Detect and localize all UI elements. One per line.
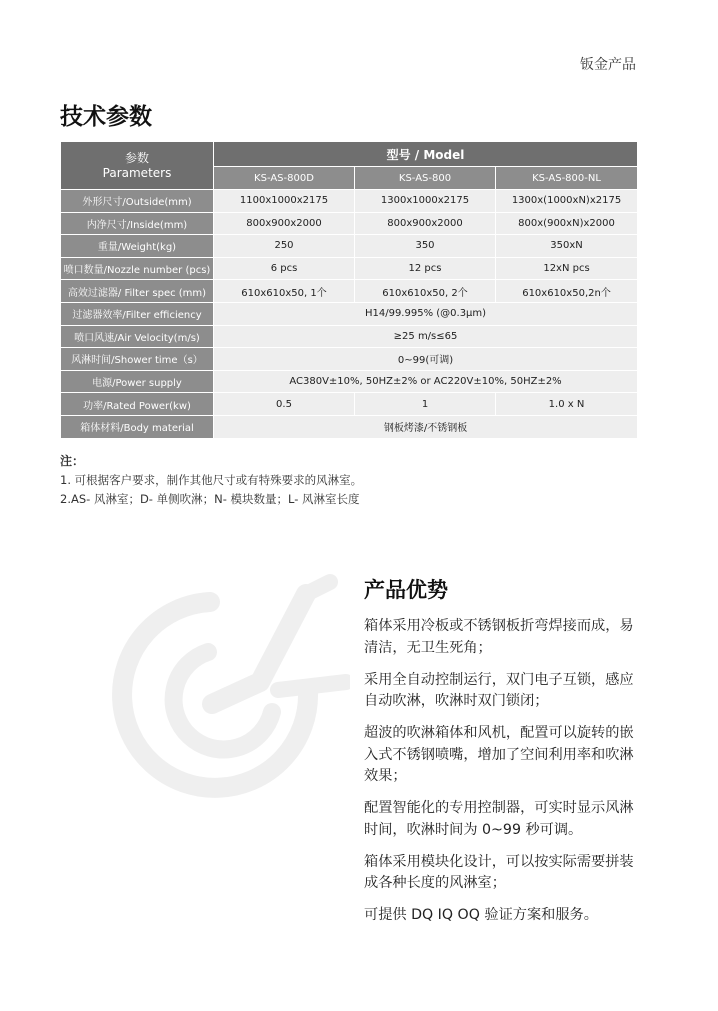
- table-row: [61, 280, 638, 303]
- model-header: 型号 / Model: [214, 142, 638, 167]
- row-label: 喷口数量/Nozzle number (pcs): [61, 257, 214, 280]
- table-cell: 0.5: [214, 393, 355, 416]
- table-cell: 12xN pcs: [496, 257, 638, 280]
- category-label: 钣金产品: [580, 57, 636, 73]
- table-cell: 350: [355, 235, 496, 258]
- table-cell: 1100x1000x2175: [214, 190, 355, 213]
- table-cell: 1.0 x N: [496, 393, 638, 416]
- notes-title: 注：: [60, 454, 85, 468]
- row-label: 过滤器效率/Filter efficiency: [61, 302, 214, 325]
- list-item: 箱体采用模块化设计，可以按实际需要拼装成各种长度的风淋室；: [364, 853, 634, 891]
- row-label: 外形尺寸/Outside(mm): [61, 190, 214, 213]
- table-row: [61, 393, 638, 416]
- table-cell: 800x900x2000: [355, 212, 496, 235]
- table-cell: 800x(900xN)x2000: [496, 212, 638, 235]
- table-row: [61, 325, 638, 348]
- table-cell-merged: ≥25 m/s≤65: [214, 325, 638, 348]
- table-cell: 250: [214, 235, 355, 258]
- table-row: [61, 302, 638, 325]
- watermark-logo-icon: [100, 570, 350, 820]
- model-column-1: KS-AS-800D: [214, 167, 355, 190]
- row-label: 电源/Power supply: [61, 370, 214, 393]
- list-item: 配置智能化的专用控制器，可实时显示风淋时间，吹淋时间为 0~99 秒可调。: [364, 800, 634, 838]
- row-label: 高效过滤器/ Filter spec (mm): [61, 280, 214, 303]
- table-row: [61, 257, 638, 280]
- table-cell: 12 pcs: [355, 257, 496, 280]
- row-label: 功率/Rated Power(kw): [61, 393, 214, 416]
- note-item: 1. 可根据客户要求，制作其他尺寸或有特殊要求的风淋室。: [60, 473, 363, 487]
- list-item: 可提供 DQ IQ OQ 验证方案和服务。: [364, 907, 598, 923]
- note-item: 2.AS- 风淋室；D- 单侧吹淋；N- 模块数量；L- 风淋室长度: [60, 492, 360, 506]
- section-title: 技术参数: [60, 104, 152, 130]
- param-header-cn: 参数: [124, 150, 149, 165]
- table-cell: 610x610x50, 1个: [214, 280, 355, 303]
- list-item: 箱体采用冷板或不锈钢板折弯焊接而成，易清洁，无卫生死角；: [364, 618, 634, 656]
- table-cell-merged: AC380V±10%, 50HZ±2% or AC220V±10%, 50HZ±2%: [214, 370, 638, 393]
- param-header-en: Parameters: [102, 165, 172, 180]
- notes: [60, 452, 362, 509]
- list-item: 超波的吹淋箱体和风机，配置可以旋转的嵌入式不锈钢喷嘴，增加了空间利用率和吹淋效果；: [364, 725, 634, 784]
- param-header: [61, 142, 214, 190]
- table-row: [61, 190, 638, 213]
- row-label: 风淋时间/Shower time（s）: [61, 348, 214, 371]
- table-cell: 6 pcs: [214, 257, 355, 280]
- spec-table: [60, 141, 638, 439]
- table-row: [61, 348, 638, 371]
- table-row: [61, 235, 638, 258]
- table-row: [61, 370, 638, 393]
- row-label: 喷口风速/Air Velocity(m/s): [61, 325, 214, 348]
- row-label: 重量/Weight(kg): [61, 235, 214, 258]
- advantages-title: 产品优势: [364, 578, 448, 602]
- table-cell: 800x900x2000: [214, 212, 355, 235]
- table-cell: 610x610x50,2n个: [496, 280, 638, 303]
- table-cell: 1300x1000x2175: [355, 190, 496, 213]
- table-cell: 610x610x50, 2个: [355, 280, 496, 303]
- model-column-3: KS-AS-800-NL: [496, 167, 638, 190]
- advantages-list: [364, 616, 644, 937]
- table-cell-merged: 0~99(可调): [214, 348, 638, 371]
- table-cell: 1300x(1000xN)x2175: [496, 190, 638, 213]
- table-row: [61, 415, 638, 438]
- table-cell: 350xN: [496, 235, 638, 258]
- table-row: [61, 212, 638, 235]
- table-cell-merged: 钢板烤漆/不锈钢板: [214, 415, 638, 438]
- table-cell-merged: H14/99.995% (@0.3μm): [214, 302, 638, 325]
- row-label: 内净尺寸/Inside(mm): [61, 212, 214, 235]
- row-label: 箱体材料/Body material: [61, 415, 214, 438]
- model-column-2: KS-AS-800: [355, 167, 496, 190]
- table-cell: 1: [355, 393, 496, 416]
- list-item: 采用全自动控制运行，双门电子互锁，感应自动吹淋，吹淋时双门锁闭；: [364, 671, 634, 709]
